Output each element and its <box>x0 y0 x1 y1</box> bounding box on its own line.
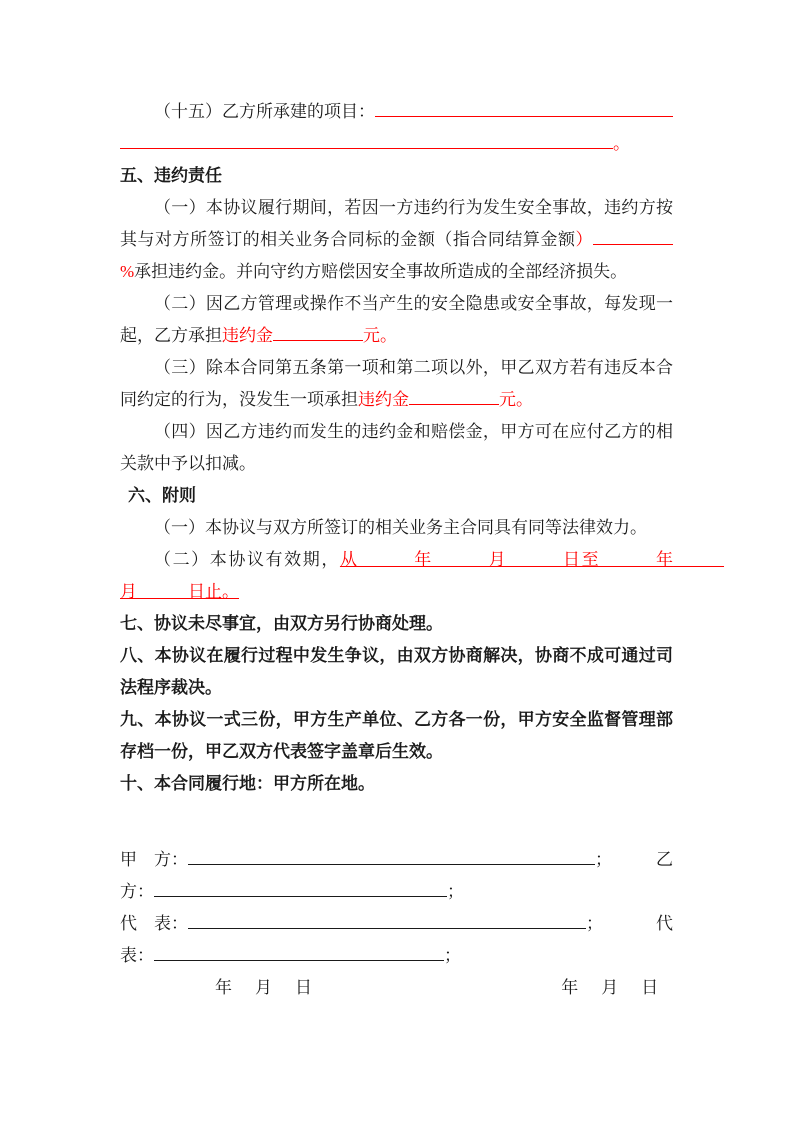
penalty-amount-blank-2[interactable] <box>409 386 499 405</box>
month-label-a: 月 <box>255 978 272 997</box>
clause-6-2 <box>120 544 725 608</box>
section-7: 七、协议未尽事宜，由双方另行协商处理。 <box>120 614 443 633</box>
section-6-heading: 六、附则 <box>128 486 196 505</box>
party-a-name-blank[interactable] <box>188 846 595 865</box>
section-8: 八、本协议在履行过程中发生争议，由双方协商解决，协商不成可通过司法程序裁决。 <box>120 646 673 697</box>
rep-a-semicolon: ； <box>586 914 603 933</box>
day-label-a: 日 <box>295 978 312 997</box>
clause-5-3-unit: 元。 <box>499 390 533 409</box>
clause-5-1 <box>120 192 673 288</box>
date-row <box>120 972 673 1004</box>
clause-5-2-penalty-label: 违约金 <box>222 326 273 345</box>
clause-5-1-red-paren: ） <box>575 230 594 249</box>
project-name-blank-line2[interactable] <box>120 130 613 149</box>
signature-block <box>120 844 673 1004</box>
party-a-semicolon: ； <box>595 850 612 869</box>
date-group-party-a <box>215 972 312 1004</box>
clause-5-1-text-after: 承担违约金。并向守约方赔偿因安全事故所造成的全部经济损失。 <box>134 262 628 281</box>
item-15-label: （十五）乙方所承建的项目： <box>154 102 375 121</box>
clause-5-1-text: （一）本协议履行期间，若因一方违约行为发生安全事故，违约方按其与对方所签订的相关业务合同标的金额（指合同结算金额 <box>120 198 673 249</box>
party-a-row <box>120 844 673 876</box>
item-15-row-2 <box>120 128 673 160</box>
percent-blank[interactable] <box>593 226 673 245</box>
year-label-b: 年 <box>561 978 579 997</box>
clause-5-2-text: （二）因乙方管理或操作不当产生的安全隐患或安全事故，每发现一起，乙方承担 <box>120 294 673 345</box>
project-name-blank-line1[interactable] <box>375 98 673 117</box>
party-a-label: 甲 方： <box>120 850 188 869</box>
day-label-b: 日 <box>641 978 659 997</box>
date-group-party-b <box>561 972 658 1004</box>
clause-5-4: （四）因乙方违约而发生的违约金和赔偿金，甲方可在应付乙方的相关款中予以扣减。 <box>120 422 673 473</box>
rep-a-name-blank[interactable] <box>188 910 586 929</box>
clause-6-2-text: （二）本协议有效期， <box>154 550 340 569</box>
clause-5-3-penalty-label: 违约金 <box>358 390 409 409</box>
rep-b-semicolon: ； <box>444 946 461 965</box>
rep-a-label: 代 表： <box>120 914 188 933</box>
rep-b-name-blank[interactable] <box>154 942 444 961</box>
month-label-b: 月 <box>601 978 619 997</box>
rep-b-label-tail: 表： <box>120 946 154 965</box>
clause-5-3 <box>120 352 673 416</box>
rep-a-row <box>120 908 673 940</box>
section-5-heading: 五、违约责任 <box>120 166 222 185</box>
section-9: 九、本协议一式三份，甲方生产单位、乙方各一份，甲方安全监督管理部存档一份，甲乙双方代表签字盖章后生效。 <box>120 710 673 761</box>
party-b-semicolon: ； <box>447 882 464 901</box>
clause-6-1: （一）本协议与双方所签订的相关业务主合同具有同等法律效力。 <box>154 518 647 537</box>
clause-5-3-text: （三）除本合同第五条第一项和第二项以外，甲乙双方若有违反本合同约定的行为，没发生一项承担 <box>120 358 673 409</box>
penalty-amount-blank-1[interactable] <box>273 322 363 341</box>
clause-5-2-unit: 元。 <box>363 326 397 345</box>
party-b-label-tail: 方： <box>120 882 154 901</box>
rep-a-left <box>120 908 603 940</box>
validity-period-blank[interactable]: 从 年 月 日至 年 月 日止。 <box>120 550 725 601</box>
item-15-row <box>120 96 673 128</box>
party-b-label-head: 乙 <box>656 850 673 869</box>
section-10: 十、本合同履行地：甲方所在地。 <box>120 774 375 793</box>
party-b-name-blank[interactable] <box>154 878 447 897</box>
year-label-a: 年 <box>215 978 232 997</box>
period-mark: 。 <box>613 134 630 153</box>
party-b-row <box>120 876 673 908</box>
rep-b-row <box>120 940 673 972</box>
party-a-left <box>120 844 612 876</box>
clause-5-1-percent-sign: % <box>120 262 135 281</box>
clause-5-2 <box>120 288 673 352</box>
rep-b-label-head: 代 <box>656 914 673 933</box>
